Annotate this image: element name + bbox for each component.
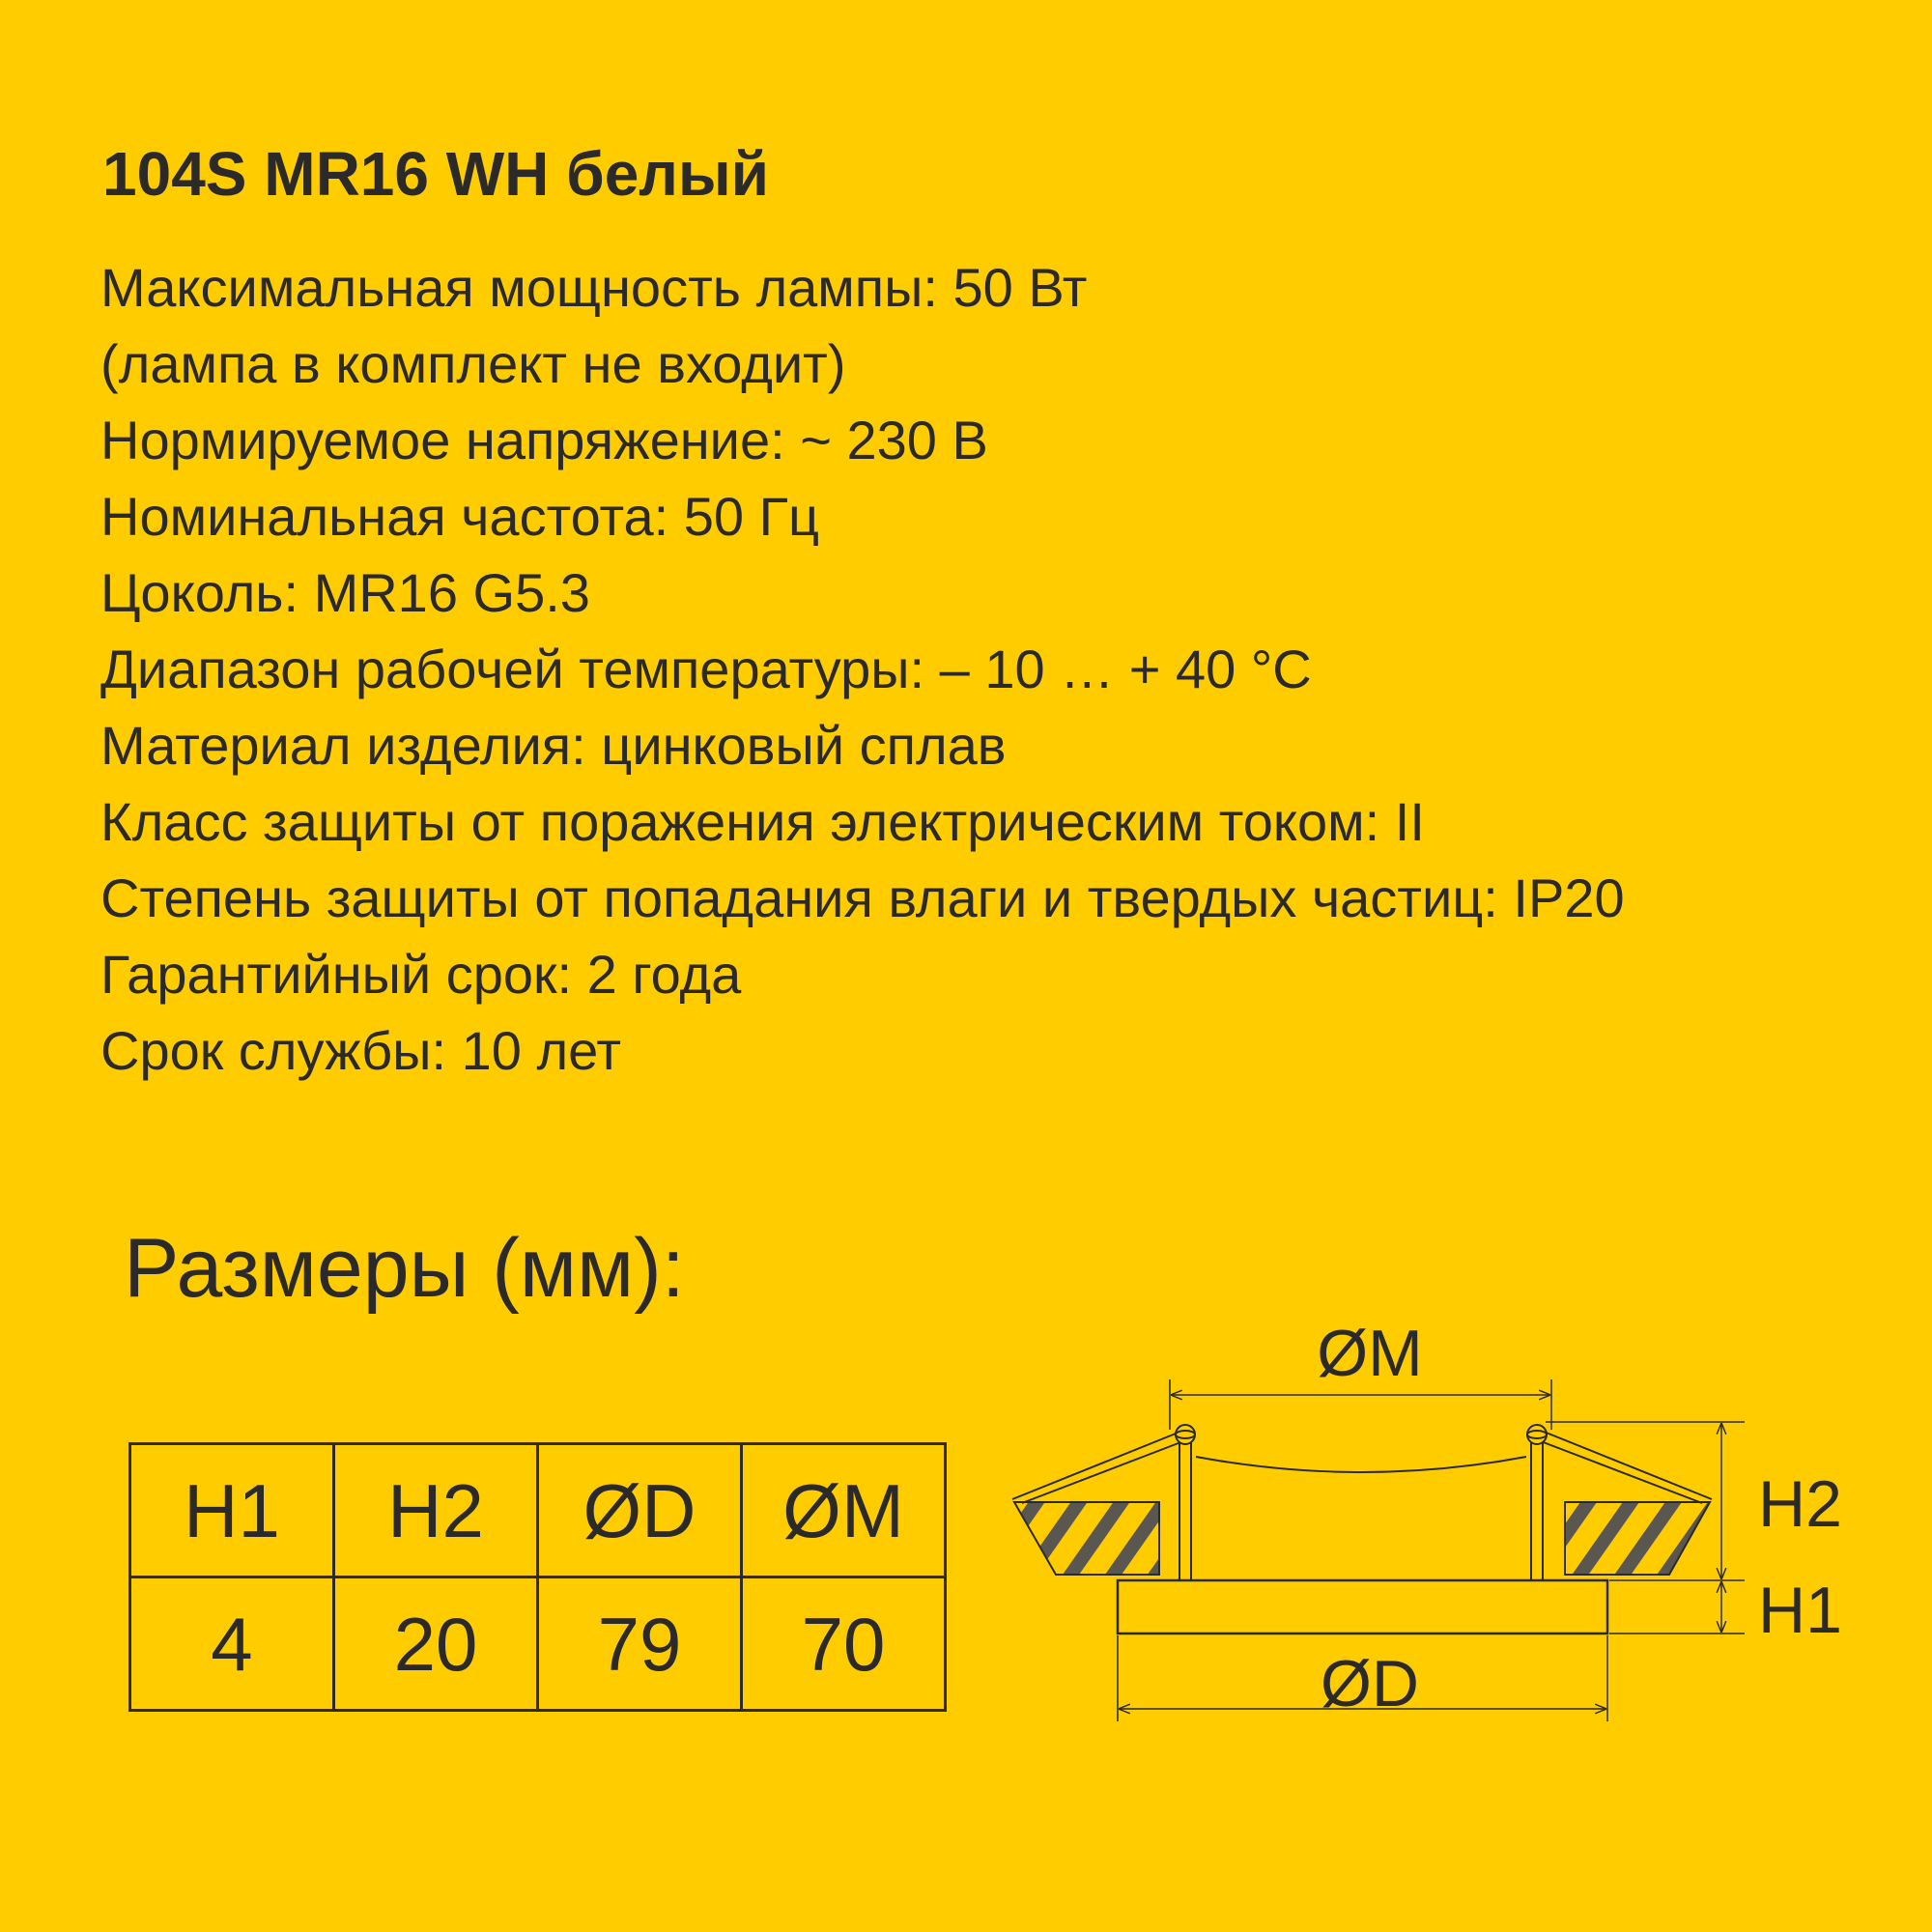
product-title: 104S MR16 WH белый xyxy=(102,139,769,209)
value-m: 70 xyxy=(742,1577,946,1711)
specs-list xyxy=(100,249,1625,1089)
dimension-m-label: ØM xyxy=(1317,1317,1423,1390)
value-h1: 4 xyxy=(130,1577,334,1711)
dimensions-value-row xyxy=(130,1577,946,1711)
dimension-h2-label: H2 xyxy=(1758,1467,1842,1541)
dimensions-table xyxy=(128,1442,947,1712)
spec-max-power: Максимальная мощность лампы: 50 Вт xyxy=(100,257,1088,318)
spec-material: Материал изделия: цинковый сплав xyxy=(100,715,1007,776)
header-d: ØD xyxy=(538,1444,742,1577)
dimensions-header-row xyxy=(130,1444,946,1577)
dimension-d-label: ØD xyxy=(1321,1647,1419,1720)
header-m: ØM xyxy=(742,1444,946,1577)
lamp-frame-flange xyxy=(1118,1580,1607,1634)
dimension-drawing xyxy=(995,1294,1903,1729)
ceiling-section-right xyxy=(1565,1502,1710,1575)
spec-protection-class: Класс защиты от поражения электрическим током: II xyxy=(100,791,1425,852)
spec-warranty: Гарантийный срок: 2 года xyxy=(100,944,742,1005)
value-d: 79 xyxy=(538,1577,742,1711)
header-h2: H2 xyxy=(334,1444,538,1577)
header-h1: H1 xyxy=(130,1444,334,1577)
dimension-h1-label: H1 xyxy=(1758,1574,1842,1647)
spec-service-life: Срок службы: 10 лет xyxy=(100,1020,622,1081)
lamp-body-arc xyxy=(1196,1457,1526,1472)
spec-ip-rating: Степень защиты от попадания влаги и твердых частиц: IP20 xyxy=(100,867,1625,928)
dimensions-heading: Размеры (мм): xyxy=(124,1222,685,1315)
spec-socket: Цоколь: MR16 G5.3 xyxy=(100,562,590,623)
spec-lamp-note: (лампа в комплект не входит) xyxy=(100,333,846,394)
spec-voltage: Нормируемое напряжение: ~ 230 В xyxy=(100,410,988,470)
ceiling-section-left xyxy=(1014,1502,1159,1575)
spec-frequency: Номинальная частота: 50 Гц xyxy=(100,486,820,547)
value-h2: 20 xyxy=(334,1577,538,1711)
spec-temperature: Диапазон рабочей температуры: – 10 … + 40 °С xyxy=(100,639,1312,699)
